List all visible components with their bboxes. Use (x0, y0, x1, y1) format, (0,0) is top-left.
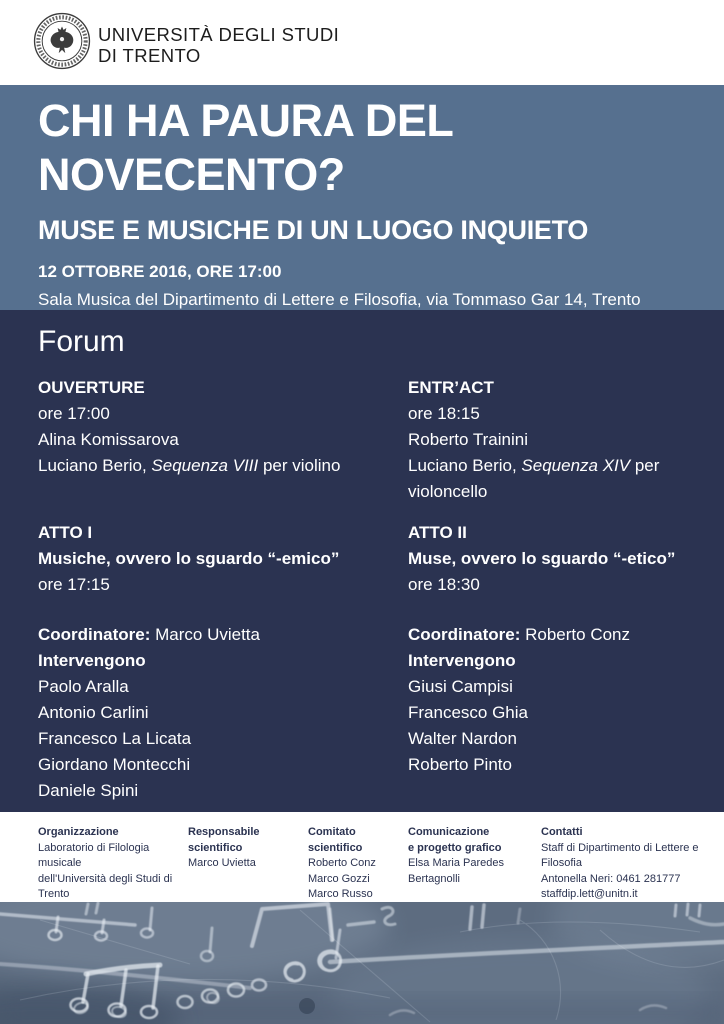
program-grid (38, 375, 694, 804)
block-time: ore 18:30 (408, 575, 480, 594)
speaker: Francesco La Licata (38, 729, 192, 748)
block-title: ENTR’ACT (408, 378, 494, 397)
coordinator: Coordinatore: Marco Uvietta (38, 625, 260, 644)
speakers-label: Intervengono (38, 651, 146, 670)
contact-email: staffdip.lett@unitn.it (541, 888, 638, 900)
event-subtitle: MUSE E MUSICHE DI UN LUOGO INQUIETO (38, 215, 589, 245)
speaker: Antonio Carlini (38, 703, 149, 722)
piece-title: Sequenza VIII (151, 456, 259, 475)
program-block-atto1 (38, 520, 408, 804)
speaker: Giordano Montecchi (38, 755, 191, 774)
piece: Luciano Berio, Sequenza XIV per violoncello (408, 456, 660, 501)
program-section-title: Forum (38, 325, 125, 358)
credit-contatti: Contatti Staff di Dipartimento di Lettere e Filosofia Antonella Neri: 0461 281777 staffdip.lett@unitn.it (541, 825, 721, 903)
university-name-line1: UNIVERSITÀ DEGLI STUDI (98, 24, 340, 45)
university-name-line2: DI TRENTO (98, 44, 201, 66)
chalkboard-music-image (0, 902, 724, 1024)
block-subtitle: Musiche, ovvero lo sguardo “-emico” (38, 549, 340, 568)
block-time: ore 17:15 (38, 575, 110, 594)
university-header (0, 0, 724, 85)
program-block-entract (408, 375, 694, 520)
event-date: 12 OTTOBRE 2016, ORE 17:00 (38, 262, 282, 281)
speakers-list (38, 674, 408, 804)
performer: Roberto Trainini (408, 430, 529, 449)
credit-responsabile-scientifico: Responsabile scientifico Marco Uvietta (188, 826, 260, 869)
block-time: ore 17:00 (38, 404, 110, 423)
program-block-ouverture (38, 375, 408, 520)
speaker: Paolo Aralla (38, 677, 129, 696)
block-time: ore 18:15 (408, 404, 480, 423)
performer: Alina Komissarova (38, 430, 179, 449)
program-block-atto2 (408, 520, 694, 804)
block-title: ATTO I (38, 523, 93, 542)
event-title-line1: CHI HA PAURA DEL (38, 95, 454, 146)
speakers-label: Intervengono (408, 651, 516, 670)
event-title (38, 85, 694, 202)
speaker: Daniele Spini (38, 781, 139, 800)
speaker: Walter Nardon (408, 729, 517, 748)
university-seal-icon (33, 12, 91, 70)
piece: Luciano Berio, Sequenza VIII per violino (38, 456, 341, 475)
event-title-line2: NOVECENTO? (38, 149, 345, 200)
speaker: Francesco Ghia (408, 703, 528, 722)
university-name (98, 25, 339, 66)
speaker: Giusi Campisi (408, 677, 513, 696)
speaker: Roberto Pinto (408, 755, 512, 774)
credit-organizzazione: Organizzazione Laboratorio di Filologia musicale dell'Università degli Studi di Trento (38, 826, 173, 900)
title-banner (0, 85, 724, 310)
program-section (0, 310, 724, 812)
coordinator: Coordinatore: Roberto Conz (408, 625, 631, 644)
credits-footer (0, 812, 724, 902)
credit-comunicazione: Comunicazione e progetto grafico Elsa Maria Paredes Bertagnolli (408, 826, 504, 885)
block-title: ATTO II (408, 523, 467, 542)
event-venue: Sala Musica del Dipartimento di Lettere e Filosofia, via Tommaso Gar 14, Trento (38, 290, 641, 309)
credit-comitato-scientifico: Comitato scientifico Roberto Conz Marco Gozzi Marco Russo (308, 826, 376, 900)
speakers-list (408, 674, 694, 778)
block-title: OUVERTURE (38, 378, 145, 397)
piece-title: Sequenza XIV (521, 456, 631, 475)
block-subtitle: Muse, ovvero lo sguardo “-etico” (408, 549, 676, 568)
